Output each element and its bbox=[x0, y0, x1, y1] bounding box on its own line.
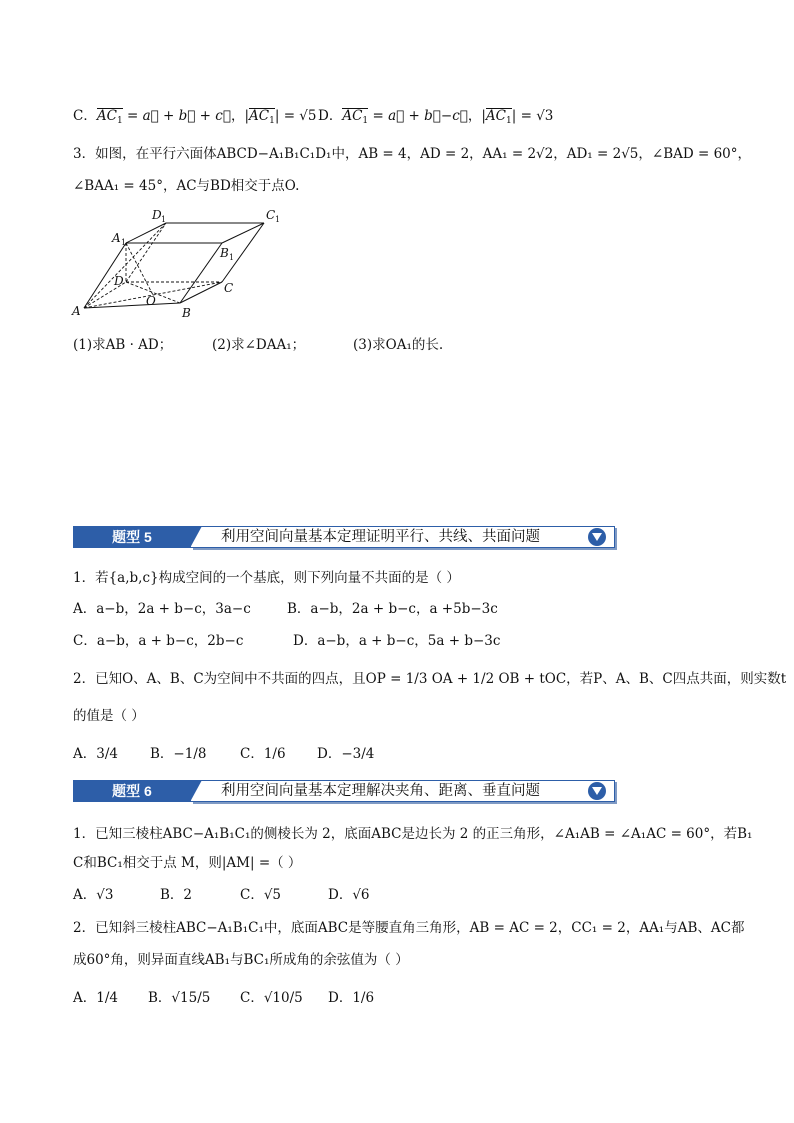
label-a: A bbox=[72, 304, 81, 318]
s6-q2-option-a: A．1/4 bbox=[73, 990, 118, 1006]
svg-text:1: 1 bbox=[229, 253, 235, 262]
section-5-banner bbox=[73, 526, 615, 548]
s6-q1-option-d: D．√6 bbox=[328, 887, 370, 903]
s6-q2-stem: 2．已知斜三棱柱ABC−A₁B₁C₁中，底面ABC是等腰直角三角形，AB = AC = 2，CC₁ = 2，AA₁与AB、AC都 bbox=[73, 920, 745, 936]
s5-q2-stem: 2．已知O、A、B、C为空间中不共面的四点，且OP = 1/3 OA + 1/2 OB + tOC，若P、A、B、C四点共面，则实数t bbox=[73, 671, 787, 687]
option-c-prev: C．$AC_1$ = a⃗ + b⃗ + c⃗，$|AC_1| = √5$ bbox=[73, 108, 317, 126]
q3-sub1: (1)求AB · AD； bbox=[73, 337, 173, 353]
label-d1: D bbox=[152, 208, 162, 222]
section-5-label: 题型 5 bbox=[73, 526, 191, 548]
label-d: D bbox=[114, 274, 124, 288]
s5-q2-option-b: B．−1/8 bbox=[150, 746, 207, 762]
q3-sub3: (3)求OA₁的长. bbox=[353, 337, 444, 353]
s5-q2-option-d: D．−3/4 bbox=[317, 746, 375, 762]
svg-text:1: 1 bbox=[121, 238, 127, 247]
parallelepiped-figure bbox=[70, 205, 300, 320]
s5-q1-option-c: C．a−b，a + b−c，2b−c bbox=[73, 633, 244, 649]
s6-q1-option-b: B．2 bbox=[160, 887, 193, 903]
s5-q1-option-b: B．a−b，2a + b−c，a +5b−3c bbox=[287, 601, 498, 617]
s5-q1-stem: 1．若{a,b,c}构成空间的一个基底，则下列向量不共面的是（ ） bbox=[73, 570, 460, 586]
q3-sub2: (2)求∠DAA₁； bbox=[212, 337, 306, 353]
label-c: C bbox=[224, 281, 234, 295]
label-b: B bbox=[182, 306, 191, 320]
label-c1: C bbox=[266, 208, 276, 222]
chevron-down-icon[interactable] bbox=[588, 528, 606, 546]
s6-q2-option-d: D．1/6 bbox=[328, 990, 375, 1006]
label-b1: B bbox=[220, 246, 229, 260]
s5-q2-option-c: C．1/6 bbox=[240, 746, 286, 762]
s6-q2-option-c: C．√10/5 bbox=[240, 990, 303, 1006]
s6-q2-stem2: 成60°角，则异面直线AB₁与BC₁所成角的余弦值为（ ） bbox=[73, 952, 409, 968]
s6-q1-option-c: C．√5 bbox=[240, 887, 282, 903]
q3-stem-line1: 3．如图，在平行六面体ABCD−A₁B₁C₁D₁中，AB = 4，AD = 2，AA₁ = 2√2，AD₁ = 2√5，∠BAD = 60°， bbox=[73, 146, 752, 162]
chevron-down-icon[interactable] bbox=[588, 782, 606, 800]
s5-q2-stem2: 的值是（ ） bbox=[73, 708, 145, 724]
section-6-banner bbox=[73, 780, 615, 802]
s6-q1-option-a: A．√3 bbox=[73, 887, 114, 903]
label-a1: A bbox=[112, 231, 121, 245]
s5-q1-option-d: D．a−b，a + b−c，5a + b−3c bbox=[293, 633, 501, 649]
s6-q1-stem: 1．已知三棱柱ABC−A₁B₁C₁的侧棱长为 2，底面ABC是边长为 2 的正三角形，∠A₁AB = ∠A₁AC = 60°，若B₁ bbox=[73, 826, 753, 842]
s6-q2-option-b: B．√15/5 bbox=[148, 990, 211, 1006]
section-5-title: 利用空间向量基本定理证明平行、共线、共面问题 bbox=[221, 529, 540, 545]
svg-text:1: 1 bbox=[275, 215, 281, 224]
section-6-label: 题型 6 bbox=[73, 780, 191, 802]
section-6-title: 利用空间向量基本定理解决夹角、距离、垂直问题 bbox=[221, 783, 540, 799]
s5-q2-option-a: A．3/4 bbox=[73, 746, 118, 762]
option-d-prev: D．$AC_1$ = a⃗ + b⃗−c⃗，$|AC_1| = √3$ bbox=[318, 108, 554, 126]
q3-stem-line2: ∠BAA₁ = 45°，AC与BD相交于点O. bbox=[73, 178, 300, 194]
s5-q1-option-a: A．a−b，2a + b−c，3a−c bbox=[73, 601, 251, 617]
svg-text:1: 1 bbox=[161, 215, 167, 224]
label-o: O bbox=[146, 294, 156, 308]
s6-q1-stem2: C和BC₁相交于点 M，则|AM| =（ ） bbox=[73, 855, 302, 871]
